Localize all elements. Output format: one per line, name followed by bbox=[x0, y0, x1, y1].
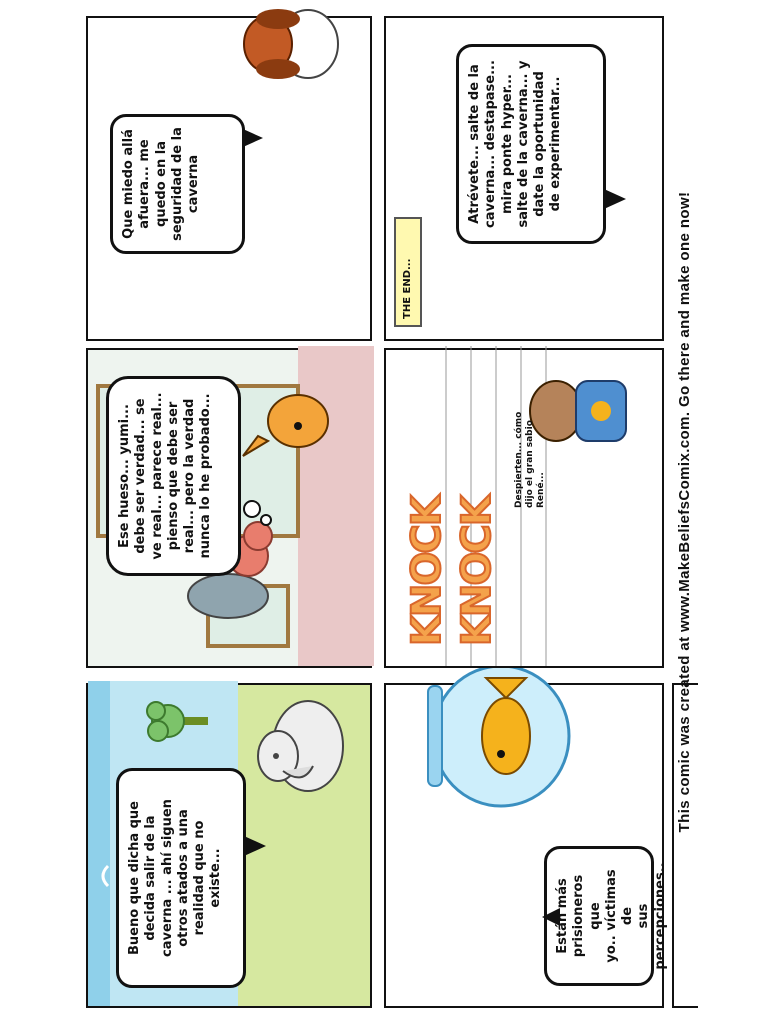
panel-6 bbox=[384, 16, 664, 341]
bubble-tail-6 bbox=[604, 189, 626, 209]
thought-dot-2 bbox=[260, 514, 272, 526]
sleeping-dog-icon bbox=[238, 686, 358, 806]
puppy-icon bbox=[238, 376, 348, 466]
footer-credit: This comic was created at www.MakeBeliefsComix.com. Go there and make one now! bbox=[676, 191, 693, 833]
panel-3 bbox=[86, 16, 372, 341]
fishbowl-icon bbox=[416, 656, 576, 816]
bubble-tail-3 bbox=[243, 129, 263, 147]
panel-4 bbox=[384, 683, 668, 1008]
speech-caption-5: Despierten... cómo dijo el gran sabio René... bbox=[514, 411, 546, 508]
bubble-tail-1 bbox=[244, 836, 266, 856]
knock-sfx-1: KNOCK bbox=[404, 497, 450, 646]
knock-sfx-2: KNOCK bbox=[454, 497, 500, 646]
panel-1 bbox=[86, 683, 372, 1008]
bubble-tail-4 bbox=[542, 908, 560, 926]
spaniel-dog-icon bbox=[228, 0, 348, 99]
panel-5 bbox=[384, 348, 664, 668]
thought-bubble-2: Ese hueso... yumi... debe ser verdad... se ve real... parece real... pienso que debe ser real... pero la verdad nunca lo he probado... bbox=[106, 376, 241, 576]
speech-bubble-3: Que miedo allá afuera... me quedo en la seguridad de la caverna bbox=[110, 114, 245, 254]
the-end-label: THE END... bbox=[394, 217, 422, 327]
panel-2 bbox=[86, 348, 372, 668]
shark-icon bbox=[188, 574, 268, 618]
thought-dot-1 bbox=[243, 500, 261, 518]
speech-bubble-6: Atrévete... salte de la caverna... destapase... mira ponte hyper... salte de la caverna... y date la oportunidad de experimentar... bbox=[456, 44, 606, 244]
speech-bubble-1: Bueno que dicha que decida salir de la caverna ... ahí siguen otros atados a una realidad que no existe... bbox=[116, 768, 246, 988]
speech-bubble-4: Están más prisioneros que yo.. víctimas de sus percepciones.. bbox=[544, 846, 654, 986]
